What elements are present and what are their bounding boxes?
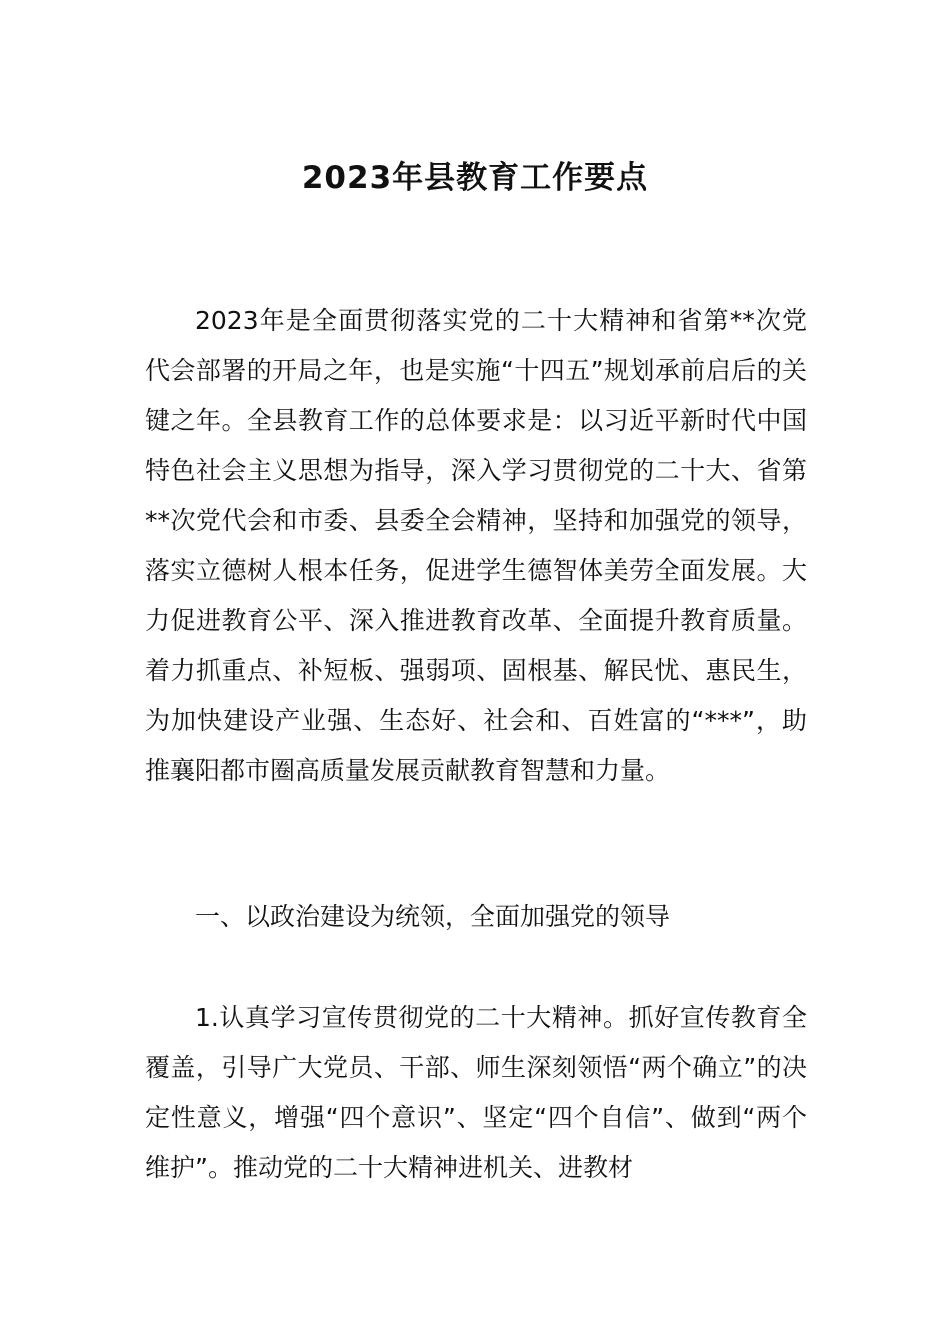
document-title: 2023年县教育工作要点 bbox=[301, 160, 649, 196]
intro-paragraph: 2023年是全面贯彻落实党的二十大精神和省第**次党代会部署的开局之年，也是实施“十四五”规划承前启后的关键之年。全县教育工作的总体要求是：以习近平新时代中国特色社会主义思想为指导，深入学习贯彻党的二十大、省第**次党代会和市委、县委全会精神，坚持和加强党的领导，落实立德树人根本任务，促进学生德智体美劳全面发展。大力促进教育公平、深入推进教育改革、全面提升教育质量。着力抓重点、补短板、强弱项、固根基、解民忧、惠民生，为加快建设产业强、生态好、社会和、百姓富的“***”，助推襄阳都市圈高质量发展贡献教育智慧和力量。 bbox=[145, 306, 807, 785]
section-paragraph: 1.认真学习宣传贯彻党的二十大精神。抓好宣传教育全覆盖，引导广大党员、干部、师生深刻领悟“两个确立”的决定性意义，增强“四个意识”、坚定“四个自信”、做到“两个维护”。推动党的二十大精神进机关、进教材 bbox=[145, 1003, 807, 1182]
section-heading: 一、以政治建设为统领，全面加强党的领导 bbox=[195, 902, 671, 931]
